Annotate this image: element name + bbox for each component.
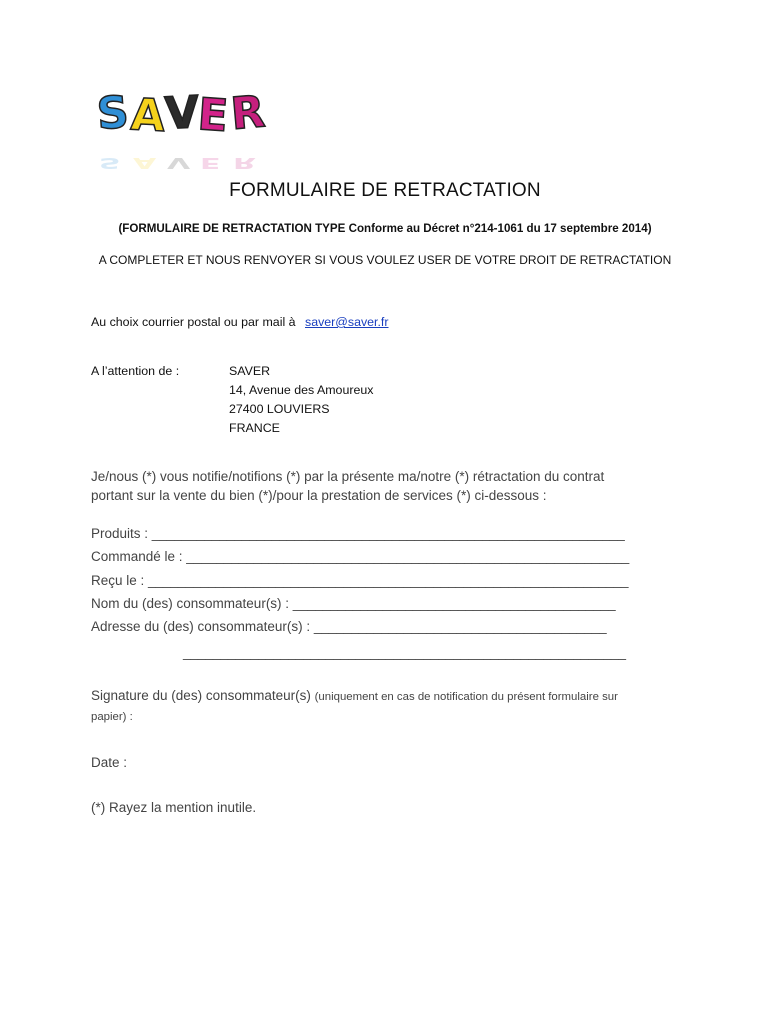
contact-line xyxy=(91,315,389,329)
address-line: FRANCE xyxy=(229,421,280,435)
svg-text:S: S xyxy=(99,154,121,172)
address-line: 14, Avenue des Amoureux xyxy=(229,383,374,397)
field-nom-consommateur[interactable]: Nom du (des) consommateur(s) : ___________________________________________ xyxy=(91,596,616,611)
svg-text:R: R xyxy=(233,154,257,172)
contact-text: Au choix courrier postal ou par mail à xyxy=(91,315,296,329)
signature-note-continued: papier) : xyxy=(91,711,133,723)
field-produits[interactable]: Produits : _______________________________________________________________ xyxy=(91,526,625,541)
svg-text:R: R xyxy=(228,86,267,141)
declaration-line: Je/nous (*) vous notifie/notifions (*) par la présente ma/notre (*) rétractation du contrat xyxy=(91,469,605,484)
address-line: SAVER xyxy=(229,364,271,378)
footnote: (*) Rayez la mention inutile. xyxy=(91,800,257,815)
address-line: 27400 LOUVIERS xyxy=(229,402,330,416)
email-link[interactable]: saver@saver.fr xyxy=(305,315,389,329)
field-recu-le[interactable]: Reçu le : ________________________________________________________________ xyxy=(91,573,629,588)
svg-text:S: S xyxy=(95,86,131,140)
form-title: FORMULAIRE DE RETRACTATION xyxy=(229,180,541,201)
svg-text:E: E xyxy=(196,89,230,143)
svg-text:A: A xyxy=(129,89,167,143)
field-commande-le[interactable]: Commandé le : ___________________________________________________________ xyxy=(91,549,630,564)
field-adresse-continued[interactable]: ___________________________________________________________ xyxy=(183,645,626,660)
svg-text:V: V xyxy=(167,154,191,172)
attention-label: A l’attention de : xyxy=(91,364,180,378)
svg-text:V: V xyxy=(163,86,201,140)
signature-note: (uniquement en cas de notification du présent formulaire sur xyxy=(314,691,618,703)
form-subtitle: (FORMULAIRE DE RETRACTATION TYPE Conforme au Décret n°214-1061 du 17 septembre 2014) xyxy=(118,222,652,235)
svg-text:A: A xyxy=(133,154,157,172)
signature-label: Signature du (des) consommateur(s) xyxy=(91,688,311,703)
form-instruction: A COMPLETER ET NOUS RENVOYER SI VOUS VOULEZ USER DE VOTRE DROIT DE RETRACTATION xyxy=(98,253,672,267)
svg-text:E: E xyxy=(200,154,221,172)
signature-line xyxy=(91,688,618,703)
date-label: Date : xyxy=(91,755,128,770)
field-adresse-consommateur[interactable]: Adresse du (des) consommateur(s) : _______________________________________ xyxy=(91,619,607,634)
declaration-line: portant sur la vente du bien (*)/pour la prestation de services (*) ci-dessous : xyxy=(91,488,547,503)
saver-logo xyxy=(95,84,270,172)
